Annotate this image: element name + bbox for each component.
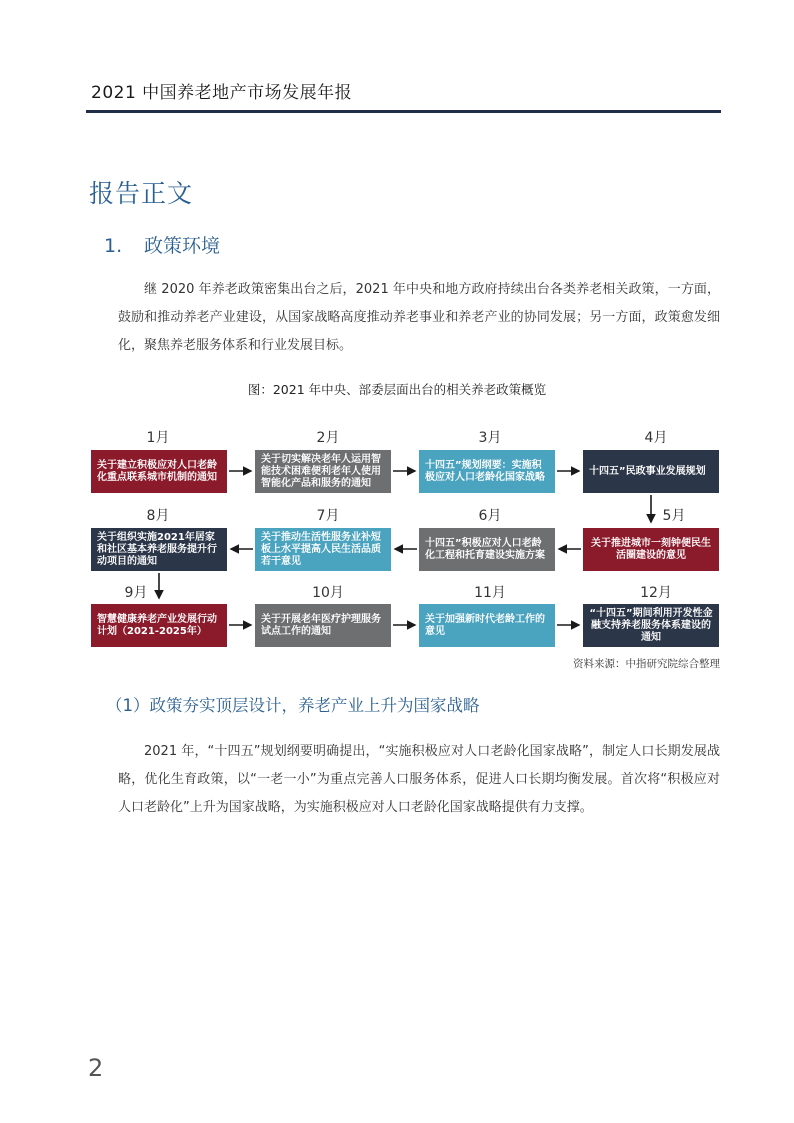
policy-text-3: 十四五”规划纲要：实施积极应对人口老龄化国家战略	[425, 459, 545, 483]
report-header-title: 2021 中国养老地产市场发展年报	[91, 83, 353, 103]
intro-paragraph: 继 2020 年养老政策密集出台之后，2021 年中央和地方政府持续出台各类养老相关政策，一方面，鼓励和推动养老产业建设，从国家战略高度推动养老事业和养老产业的协同发展；另一方面，政策愈发细化，聚焦养老服务体系和行业发展目标。	[118, 282, 720, 353]
month-label-12: 12月	[640, 585, 672, 601]
header-divider	[86, 110, 721, 113]
policy-text-4: 十四五”民政事业发展规划	[589, 465, 706, 477]
section-title: 报告正文	[89, 179, 194, 208]
subsection-number: 1.	[104, 235, 123, 257]
figure-caption: 图：2021 年中央、部委层面出台的相关养老政策概览	[247, 382, 547, 397]
policy-box-8	[91, 528, 227, 571]
policy-text-6: 十四五”积极应对人口老龄化工程和托育建设实施方案	[425, 537, 545, 561]
policy-box-10	[255, 604, 391, 647]
month-label-8: 8月	[146, 508, 170, 524]
policy-text-9: 智慧健康养老产业发展行动计划（2021-2025年）	[97, 613, 217, 637]
body-paragraph: 2021 年，“十四五”规划纲要明确提出，“实施积极应对人口老龄化国家战略”，制定人口长期发展战略，优化生育政策，以“一老一小”为重点完善人口服务体系，促进人口长期均衡发展。首次将“积极应对人口老龄化”上升为国家战略，为实施积极应对人口老龄化国家战略提供有力支撑。	[118, 744, 720, 815]
month-label-9: 9月	[124, 585, 148, 601]
figure-source: 资料来源：中指研究院综合整理	[573, 658, 720, 670]
month-label-10: 10月	[312, 585, 344, 601]
policy-text-11: 关于加强新时代老龄工作的意见	[425, 613, 545, 637]
policy-box-6	[419, 528, 555, 571]
subsection-title: 政策环境	[144, 235, 221, 257]
policy-text-8: 关于组织实施2021年居家和社区基本养老服务提升行动项目的通知	[97, 531, 217, 567]
policy-text-1: 关于建立积极应对人口老龄化重点联系城市机制的通知	[97, 459, 217, 483]
sub-heading: （1）政策夯实顶层设计，养老产业上升为国家战略	[106, 696, 480, 715]
month-label-11: 11月	[474, 585, 506, 601]
month-label-2: 2月	[316, 430, 340, 446]
policy-box-4	[583, 450, 719, 493]
policy-box-1	[91, 450, 227, 493]
month-label-4: 4月	[644, 430, 668, 446]
policy-text-7: 关于推动生活性服务业补短板上水平提高人民生活品质若干意见	[261, 531, 381, 567]
policy-box-12	[583, 604, 719, 647]
policy-box-2	[255, 450, 391, 493]
month-label-7: 7月	[316, 508, 340, 524]
month-label-6: 6月	[478, 508, 502, 524]
policy-box-3	[419, 450, 555, 493]
month-label-5: 5月	[662, 508, 686, 524]
policy-box-9	[91, 604, 227, 647]
month-label-1: 1月	[146, 430, 170, 446]
page-number: 2	[88, 1054, 104, 1082]
policy-box-7	[255, 528, 391, 571]
month-label-3: 3月	[478, 430, 502, 446]
policy-text-2: 关于切实解决老年人运用智能技术困难便利老年人使用智能化产品和服务的通知	[261, 453, 381, 489]
subsection-heading	[104, 231, 220, 258]
policy-box-5	[583, 528, 719, 571]
policy-text-12: “十四五”期间利用开发性金融支持养老服务体系建设的通知	[589, 607, 713, 643]
policy-text-5: 关于推进城市一刻钟便民生活圈建设的意见	[591, 537, 711, 561]
policy-box-11	[419, 604, 555, 647]
policy-text-10: 关于开展老年医疗护理服务试点工作的通知	[261, 613, 381, 637]
